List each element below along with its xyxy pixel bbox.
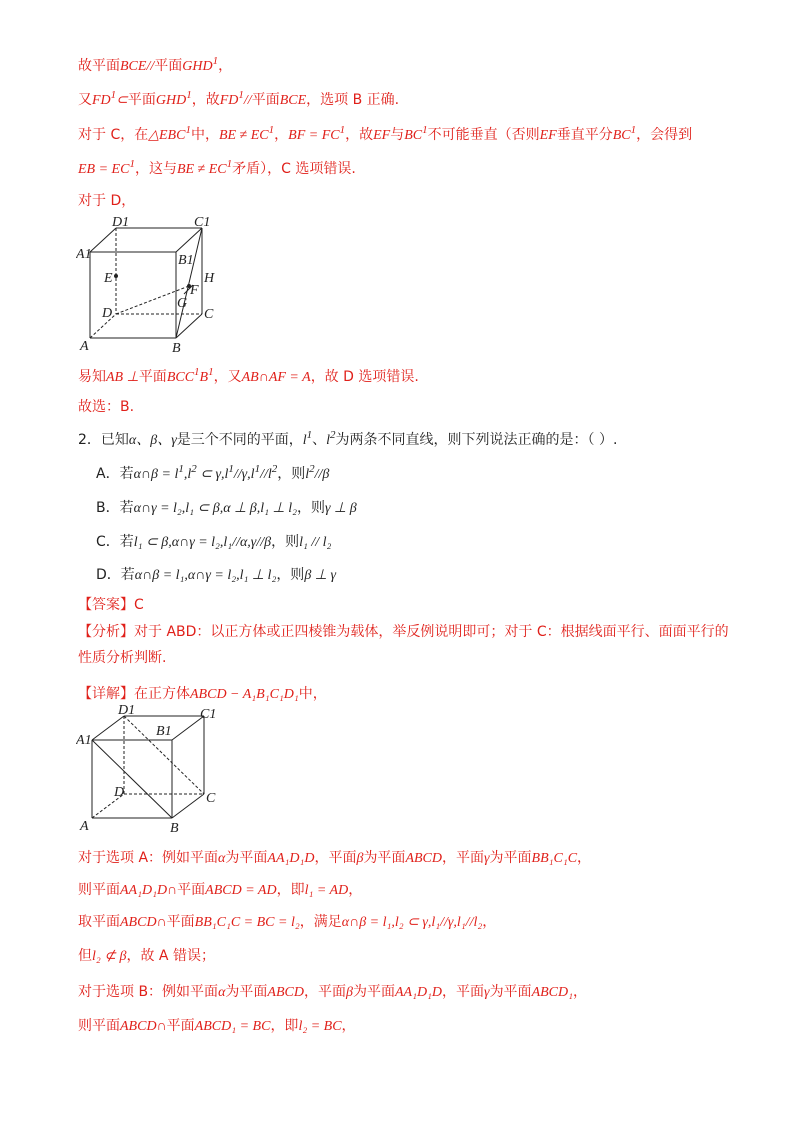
text-line: 但l₂ ⊄ β，故 A 错误； [78,948,215,964]
option-c: C．若l₁ ⊂ β,α∩γ = l₂,l₁//α,γ//β，则l₁ // l₂ [96,534,332,550]
text-line: 又$FD^1\subset$平面GHD$^1$，故$FD^1//$平面BCE，选项 B 正确. [78,89,400,108]
label-A: A [80,339,89,354]
text-line: 故平面BCE//平面GHD$^1$， [78,55,233,74]
label-A: A [80,819,89,834]
label-C1: C1 [200,707,217,722]
text-line: 故选：B. [78,399,135,415]
label-G: G [177,296,188,311]
cube-figure-1 [76,214,226,354]
analysis-line-2: 性质分析判断. [78,650,167,666]
label-C: C [206,791,216,806]
label-B1: B1 [156,724,172,739]
analysis-line: 【分析】对于 ABD：以正方体或正四棱锥为载体，举反例说明即可；对于 C：根据线面平行、面面平行的 [78,624,729,640]
text-line: 对于选项 A：例如平面α为平面AA₁D₁D，平面β为平面ABCD，平面γ为平面BB₁C₁C， [78,850,592,866]
question-stem: 2．已知α、β、γ是三个不同的平面，$l^1$、$l^2$为两条不同直线，则下列说法正确的是：（ ）. [78,429,618,448]
label-E: E [104,271,113,286]
label-B: B [170,821,179,836]
text-line: EB = $EC^1$，这与BE ≠ $EC^1$矛盾），C 选项错误. [78,158,356,177]
text-line: 对于选项 B：例如平面α为平面ABCD，平面β为平面AA₁D₁D，平面γ为平面ABCD₁， [78,984,587,1000]
label-D1: D1 [112,215,130,230]
label-A1: A1 [76,733,92,748]
label-B1: B1 [178,253,194,268]
label-C1: C1 [194,215,211,230]
label-F: F [190,283,199,298]
option-d: D．若α∩β = l₁,α∩γ = l₂,l₁ ⊥ l₂，则β ⊥ γ [96,567,336,583]
text-line: 则平面AA₁D₁D∩平面ABCD = AD，即l₁ = AD， [78,882,363,898]
option-a: A．若α∩β = $l^1,l^2$ ⊂ $\gamma,l^1//\gamma,l^1//l^2$，则$l^2//\beta$ [96,463,330,482]
label-A1: A1 [76,247,92,262]
label-D: D [114,785,125,800]
label-H: H [204,271,215,286]
label-B: B [172,341,181,354]
label-C: C [204,307,214,322]
label-D1: D1 [118,703,136,718]
text-line: 对于 D， [78,193,136,209]
text-line: 取平面ABCD∩平面BB₁C₁C = BC = l₂，满足α∩β = l₁,l₂ ⊂ γ,l₁//γ,l₁//l₂， [78,914,497,930]
cube-figure-2 [76,702,226,836]
option-b: B．若α∩γ = l₂,l₁ ⊂ β,α ⊥ β,l₁ ⊥ l₂，则γ ⊥ β [96,500,357,516]
detail-line: 【详解】在正方体ABCD − A₁B₁C₁D₁中， [78,686,327,702]
text-line: 易知AB ⊥平面$BCC^1B^1$，又AB∩AF = A，故 D 选项错误. [78,366,419,385]
text-line: 对于 C，在△EBC$^1$中，BE ≠ $EC^1$，BF = $FC^1$，故EF与$BC^1$不可能垂直（否则EF垂直平分$BC^1$，会得到 [78,124,693,143]
label-D: D [102,306,113,321]
text-line: 则平面ABCD∩平面ABCD₁ = BC，即l₂ = BC， [78,1018,356,1034]
answer-line: 【答案】C [78,597,144,613]
